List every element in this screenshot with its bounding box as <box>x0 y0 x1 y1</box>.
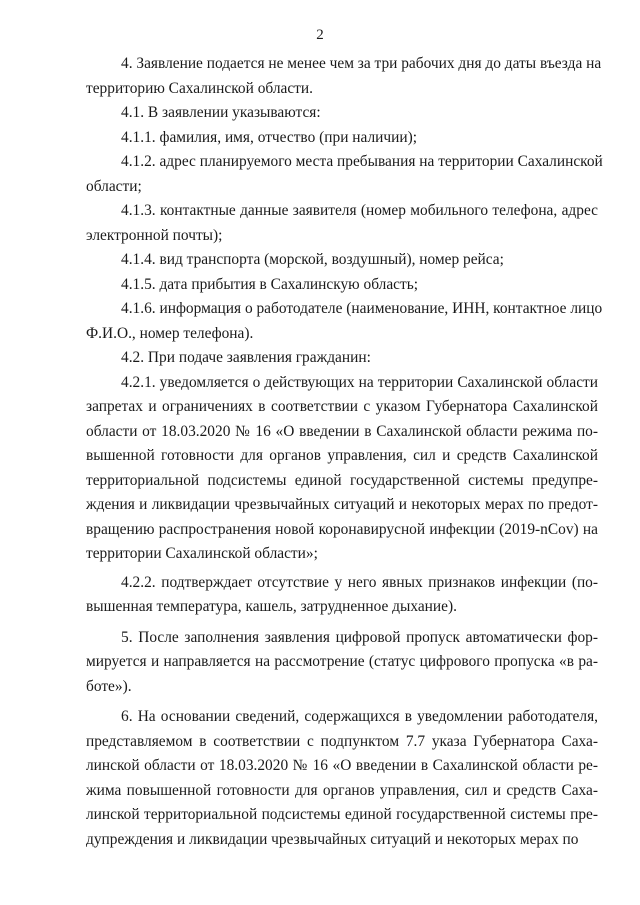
text-line: электронной почты); <box>86 226 223 244</box>
text-line: запретах и ограничениях в соответствии с указом Губернатора Сахалинской <box>86 398 598 415</box>
paragraph-p4-1-1 <box>86 126 598 151</box>
paragraph-p4-1-3 <box>86 199 598 248</box>
text-line: 4. Заявление подается не менее чем за три рабочих дня до даты въезда на <box>121 55 602 72</box>
paragraph-p4-1-4 <box>86 248 598 273</box>
text-line: 4.1.5. дата прибытия в Сахалинскую область; <box>121 275 419 293</box>
text-line: 4.2.2. подтверждает отсутствие у него явных признаков инфекции (по- <box>121 573 598 591</box>
text-line: области от 18.03.2020 № 16 «О введении в Сахалинской области режима по- <box>86 422 598 440</box>
paragraph-p4-1-6 <box>86 297 603 346</box>
text-line: ждения и ликвидации чрезвычайных ситуаций и некоторых мерах по предот- <box>86 496 598 513</box>
paragraph-p6 <box>86 705 598 852</box>
text-line: дупреждения и ликвидации чрезвычайных ситуаций и некоторых мерах по <box>86 830 579 848</box>
text-line: вращению распространения новой коронавирусной инфекции (2019-nCov) на <box>86 520 598 538</box>
text-line: вышенной готовности для органов управления, сил и средств Сахалинской <box>86 447 598 464</box>
text-line: области; <box>86 177 142 195</box>
text-line: территорию Сахалинской области. <box>86 79 313 97</box>
document-body <box>86 52 603 852</box>
text-line: территории Сахалинской области»; <box>86 545 318 562</box>
text-line: 4.1. В заявлении указываются: <box>121 104 321 121</box>
text-line: 5. После заполнения заявления цифровой пропуск автоматически фор- <box>121 628 598 646</box>
text-line: 4.1.4. вид транспорта (морской, воздушный), номер рейса; <box>121 251 504 268</box>
text-line: территориальной подсистемы единой государственной системы предупре- <box>86 471 598 489</box>
text-line: жима повышенной готовности для органов управления, сил и средств Саха- <box>86 781 598 799</box>
text-line: 4.1.2. адрес планируемого места пребывания на территории Сахалинской <box>121 153 603 170</box>
paragraph-p4-2-2 <box>86 571 598 620</box>
text-line: представляемом в соответствии с подпунктом 7.7 указа Губернатора Саха- <box>86 732 598 750</box>
text-line: линской территориальной подсистемы единой государственной системы пре- <box>86 806 598 823</box>
text-line: боте»). <box>86 677 132 695</box>
text-line: линской области от 18.03.2020 № 16 «О введении в Сахалинской области ре- <box>86 757 598 774</box>
paragraph-p4-1-2 <box>86 150 603 199</box>
page-number: 2 <box>316 27 324 43</box>
text-line: 4.2. При подаче заявления гражданин: <box>121 349 371 366</box>
paragraph-p4-2 <box>86 346 598 371</box>
text-line: 4.2.1. уведомляется о действующих на территории Сахалинской области <box>121 373 598 391</box>
paragraph-p4-2-1 <box>86 371 598 567</box>
text-line: 4.1.3. контактные данные заявителя (номер мобильного телефона, адрес <box>121 202 598 219</box>
paragraph-p4-1-5 <box>86 273 598 298</box>
text-line: Ф.И.О., номер телефона). <box>86 324 254 342</box>
text-line: мируется и направляется на рассмотрение (статус цифрового пропуска «в ра- <box>86 653 598 670</box>
paragraph-p5 <box>86 626 598 700</box>
text-line: 4.1.1. фамилия, имя, отчество (при наличии); <box>121 128 418 146</box>
paragraph-p4 <box>86 52 602 101</box>
paragraph-p4-1 <box>86 101 598 126</box>
text-line: 6. На основании сведений, содержащихся в уведомлении работодателя, <box>121 708 598 725</box>
text-line: вышенная температура, кашель, затрудненное дыхание). <box>86 598 457 615</box>
text-line: 4.1.6. информация о работодателе (наименование, ИНН, контактное лицо <box>121 300 603 317</box>
